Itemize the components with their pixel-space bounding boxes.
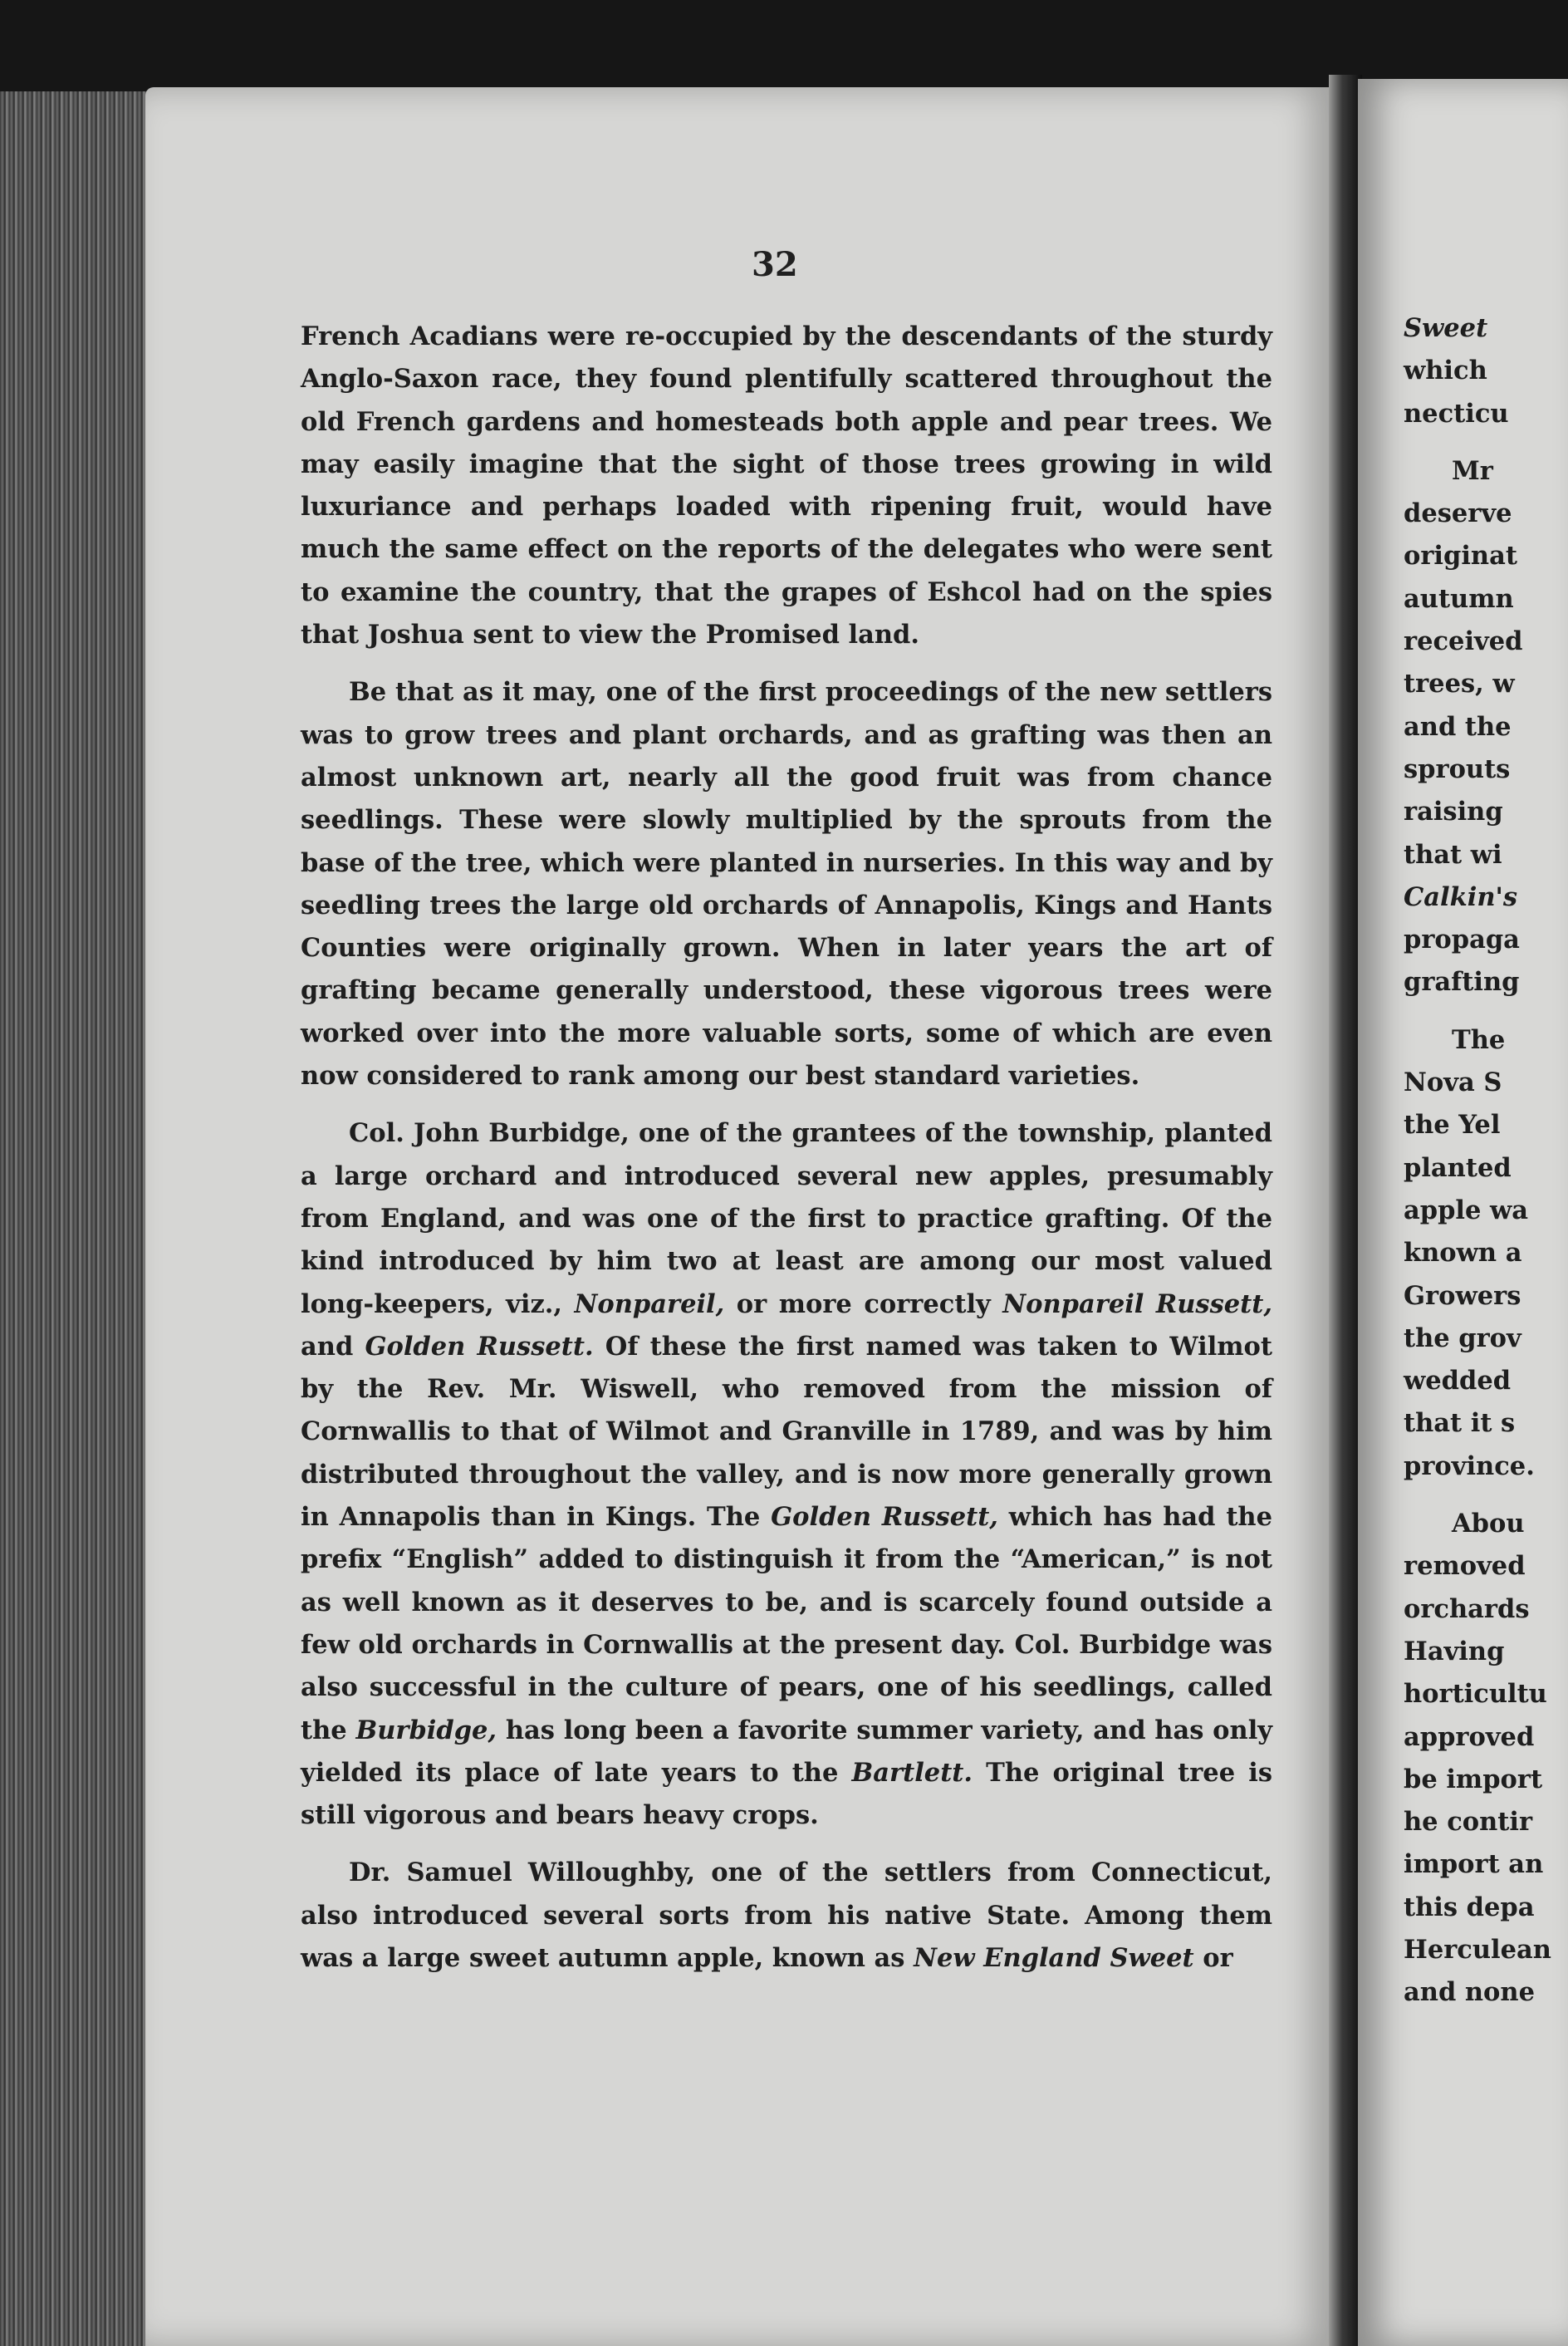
text-segment: be import (1404, 1764, 1543, 1794)
text-line (1404, 1588, 1568, 1631)
text-segment: he contir (1404, 1807, 1533, 1838)
text-line (1404, 1190, 1568, 1232)
italic-text: Nonpareil Russett, (1002, 1288, 1272, 1319)
text-segment: French Acadians were re-occupied by the descendants of the sturdy Anglo-Saxon race, they found plentifully scattered throughout the old French gardens and homesteads both apple and pear trees. We may easily imagine that the sight of those trees growing in wild luxuriance and perhaps loaded with ripening fruit, would have much the same effect on the reports of the delegates who were sent to examine the country, that the grapes of Eshcol had on the spies that Joshua sent to view the Promised land. (301, 321, 1272, 650)
text-line (1404, 450, 1568, 493)
text-segment: and (301, 1331, 365, 1362)
paragraph (301, 1112, 1272, 1837)
text-segment: planted (1404, 1152, 1512, 1183)
text-segment: Of these the first named was taken to Wilmot by the Rev. Mr. Wiswell, who removed from the mission of Cornwallis to that of Wilmot and Granville in 1789, and was by him distributed throughout the valley, and is now more generally grown in Annapolis than in Kings. The (301, 1331, 1272, 1533)
text-segment: Be that as it may, one of the first proceedings of the new settlers was to grow trees and plant orchards, and as grafting was then an almost unknown art, nearly all the good fruit was from chance seedlings. These were slowly multiplied by the sprouts from the base of the tree, which were planted in nurseries. In this way and by seedling trees the large old orchards of Annapolis, Kings and Hants Counties were originally grown. When in later years the art of grafting became generally understood, these vigorous trees were worked over into the more valuable sorts, some of which are even now considered to rank among our best standard varieties. (301, 677, 1272, 1092)
text-segment: which (1404, 356, 1487, 386)
paragraph-gap (1404, 1488, 1568, 1503)
text-line (1404, 1545, 1568, 1588)
text-segment: Herculean (1404, 1934, 1551, 1965)
text-line (1404, 1104, 1568, 1146)
text-segment: this depa (1404, 1892, 1535, 1922)
text-line (1404, 1318, 1568, 1360)
italic-text: Golden Russett, (771, 1502, 998, 1533)
text-segment: the Yel (1404, 1110, 1501, 1141)
text-segment: propaga (1404, 925, 1520, 955)
text-segment: that it s (1404, 1408, 1516, 1439)
text-line (1404, 961, 1568, 1004)
text-segment: has long been a favorite summer variety, and has only yielded its place of late years to the (301, 1715, 1272, 1788)
text-segment: wedded (1404, 1366, 1512, 1396)
text-line (1404, 621, 1568, 663)
text-line (1404, 876, 1568, 919)
italic-text: Calkin's (1404, 881, 1518, 912)
text-line (1404, 578, 1568, 621)
text-segment: removed (1404, 1551, 1526, 1582)
text-segment: Growers (1404, 1280, 1521, 1311)
paragraph (301, 316, 1272, 656)
text-line (1404, 748, 1568, 791)
text-line (1404, 1801, 1568, 1843)
book-page-stack (0, 91, 149, 2346)
text-segment: Col. John Burbidge, one of the grantees of the township, planted a large orchard and introduced several new apples, presumably from England, and was one of the first to practice grafting. Of the kind introduced by him two at least are among our most valued long-keepers, viz., (301, 1118, 1272, 1319)
text-segment: that wi (1404, 839, 1502, 870)
text-line (1404, 1360, 1568, 1402)
text-line (1404, 307, 1568, 350)
paragraph-gap (1404, 435, 1568, 450)
text-line (1404, 791, 1568, 833)
text-segment: the grov (1404, 1323, 1521, 1353)
text-line (1404, 663, 1568, 705)
text-line (1404, 1503, 1568, 1545)
text-segment: originat (1404, 541, 1517, 572)
text-segment: or (1193, 1942, 1233, 1973)
text-segment: deserve (1404, 498, 1512, 529)
text-segment: and the (1404, 711, 1512, 742)
text-line (1404, 493, 1568, 535)
text-segment: autumn (1404, 583, 1514, 614)
text-line (1404, 1843, 1568, 1886)
text-segment: province. (1404, 1450, 1535, 1481)
text-line (1404, 1716, 1568, 1759)
book-gutter (1329, 75, 1362, 2346)
text-segment: raising (1404, 797, 1503, 827)
text-segment: grafting (1404, 967, 1520, 998)
text-line (1404, 393, 1568, 435)
text-line (1404, 1971, 1568, 2014)
text-segment: necticu (1404, 398, 1509, 429)
text-segment: and none (1404, 1977, 1535, 2008)
text-line (1404, 1673, 1568, 1715)
text-segment: sprouts (1404, 753, 1511, 784)
text-segment: approved (1404, 1721, 1535, 1752)
text-line (1404, 706, 1568, 748)
text-line (1404, 1019, 1568, 1062)
italic-text: Sweet (1404, 313, 1488, 343)
text-segment: Having (1404, 1636, 1505, 1666)
text-segment: The original tree is still vigorous and bears heavy crops. (301, 1757, 1272, 1831)
italic-text: Bartlett. (851, 1757, 973, 1788)
text-segment: import an (1404, 1849, 1544, 1880)
text-line (1404, 1759, 1568, 1801)
text-segment: received (1404, 626, 1523, 657)
text-line (1404, 1062, 1568, 1104)
text-line (1404, 1887, 1568, 1929)
paragraph (301, 1852, 1272, 1980)
text-segment: which has had the prefix “English” added to distinguish it from the “American,” is not as well known as it deserves to be, and is scarcely found outside a few old orchards in Cornwallis at the present day. Col. Burbidge was also successful in the culture of pears, one of his seedlings, called the (301, 1502, 1273, 1745)
text-segment: Dr. Samuel Willoughby, one of the settlers from Connecticut, also introduced several sorts from his native State. Among them was a large sweet autumn apple, known as (301, 1858, 1272, 1973)
text-segment: or more correctly (724, 1288, 1003, 1319)
text-segment: trees, w (1404, 669, 1515, 699)
text-segment: known a (1404, 1238, 1522, 1269)
text-line (1404, 350, 1568, 392)
text-segment: The (1452, 1024, 1506, 1055)
italic-text: Golden Russett. (365, 1331, 594, 1362)
text-segment: Nova S (1404, 1067, 1502, 1098)
right-page (1358, 79, 1568, 2346)
text-segment: Abou (1452, 1509, 1525, 1539)
italic-text: New England Sweet (914, 1942, 1194, 1973)
text-line (1404, 1275, 1568, 1318)
left-page-body (301, 316, 1272, 1995)
paragraph-gap (1404, 1004, 1568, 1019)
page-number: 32 (752, 245, 798, 284)
text-line (1404, 1147, 1568, 1190)
text-segment: orchards (1404, 1593, 1530, 1624)
text-line (1404, 1631, 1568, 1673)
text-segment: apple wa (1404, 1195, 1529, 1225)
text-line (1404, 1445, 1568, 1488)
italic-text: Nonpareil, (574, 1288, 725, 1319)
text-line (1404, 919, 1568, 961)
paragraph (301, 671, 1272, 1097)
text-segment: horticultu (1404, 1679, 1547, 1710)
italic-text: Burbidge, (355, 1715, 497, 1745)
right-page-text (1404, 307, 1568, 2015)
text-line (1404, 1402, 1568, 1445)
text-line (1404, 535, 1568, 577)
text-line (1404, 834, 1568, 876)
text-segment: Mr (1452, 455, 1493, 486)
text-line (1404, 1929, 1568, 1971)
text-line (1404, 1232, 1568, 1274)
